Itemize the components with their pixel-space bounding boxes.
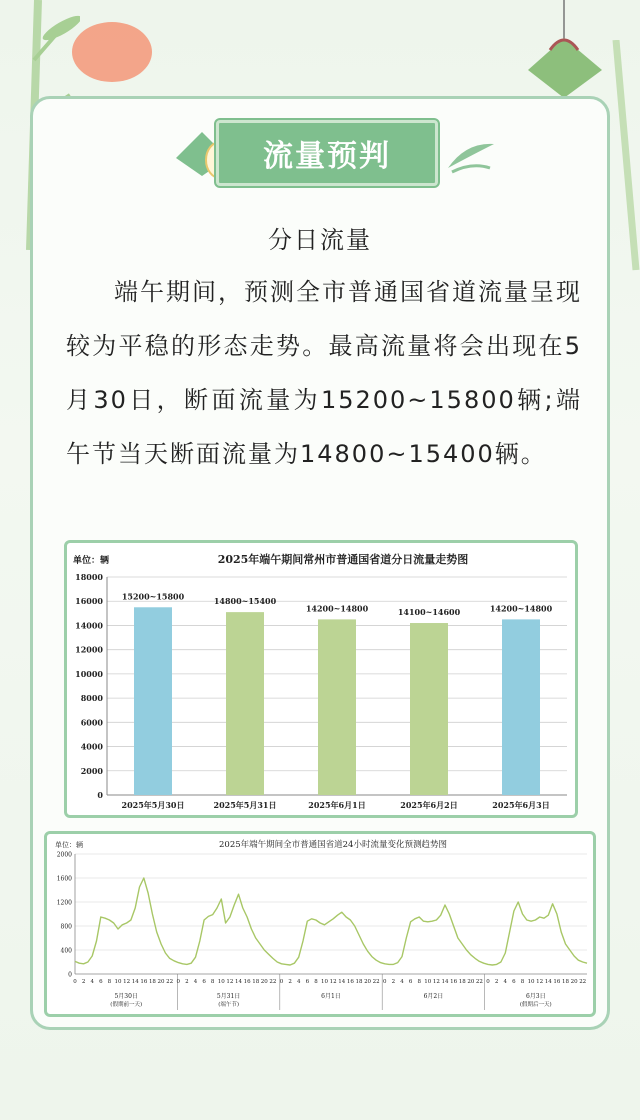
- line-ytick-label-2: 800: [60, 923, 72, 931]
- forecast-paragraph: 端午期间，预测全市普通国省道流量呈现较为平稳的形态走势。最高流量将会出现在5月30日，断面流量为15200~15800辆;端午节当天断面流量为14800~15400辆。: [66, 278, 582, 468]
- hour-tick-label: 0: [383, 979, 387, 985]
- hour-tick-label: 14: [131, 979, 139, 985]
- hourly-flow-line-chart: [44, 831, 596, 1017]
- hour-tick-label: 2: [81, 979, 86, 985]
- hour-tick-label: 22: [269, 979, 277, 985]
- section-title-banner: [216, 120, 438, 186]
- bar-ytick-label-2: 4000: [80, 741, 103, 752]
- hour-tick-label: 6: [408, 979, 413, 985]
- bar-data-label-3: 14100~14600: [397, 607, 461, 618]
- hour-tick-label: 10: [527, 979, 535, 985]
- bar-data-label-1: 14800~15400: [213, 596, 277, 607]
- hour-tick-label: 10: [114, 979, 122, 985]
- hour-tick-label: 12: [226, 979, 234, 985]
- line-chart-title: 2025年端午期间全市普通国省道24小时流量变化预测趋势图: [219, 840, 447, 850]
- hour-tick-label: 18: [458, 979, 466, 985]
- hour-tick-label: 18: [148, 979, 156, 985]
- line-chart-svg: [47, 834, 593, 1014]
- hour-tick-label: 22: [372, 979, 380, 985]
- bar-ytick-label-7: 14000: [75, 620, 103, 631]
- day-label-3: 6月2日: [423, 993, 444, 1000]
- line-ytick-label-0: 0: [68, 971, 72, 979]
- line-chart-unit: 单位：辆: [55, 841, 83, 849]
- hour-tick-label: 10: [424, 979, 432, 985]
- hour-tick-label: 8: [314, 979, 318, 985]
- bar-data-label-0: 15200~15800: [121, 591, 185, 602]
- hour-tick-label: 16: [243, 979, 251, 985]
- hour-tick-label: 10: [321, 979, 329, 985]
- hour-tick-label: 10: [217, 979, 225, 985]
- hour-tick-label: 22: [579, 979, 587, 985]
- bar-ytick-label-3: 6000: [80, 717, 103, 728]
- hour-tick-label: 12: [329, 979, 337, 985]
- bar-category-label-4: 2025年6月3日: [492, 800, 550, 810]
- hour-tick-label: 0: [176, 979, 181, 985]
- hour-tick-label: 4: [90, 979, 94, 985]
- bar-ytick-label-5: 10000: [75, 668, 103, 679]
- hour-tick-label: 12: [536, 979, 544, 985]
- bar-4: [502, 619, 540, 795]
- bar-0: [134, 607, 172, 795]
- line-ytick-label-5: 2000: [56, 851, 72, 859]
- hour-tick-label: 6: [99, 979, 103, 985]
- day-label-2: 6月1日: [321, 993, 341, 1000]
- hour-tick-label: 6: [512, 979, 516, 985]
- bar-ytick-label-1: 2000: [80, 765, 103, 776]
- hour-tick-label: 22: [166, 979, 174, 985]
- line-ytick-label-4: 1600: [56, 875, 72, 883]
- day-note-1: (端午节): [218, 1002, 239, 1008]
- bar-data-label-2: 14200~14800: [305, 603, 369, 614]
- day-label-1: 5月31日: [216, 993, 241, 1000]
- hour-tick-label: 18: [561, 979, 569, 985]
- hour-tick-label: 4: [193, 979, 198, 985]
- hour-tick-label: 22: [475, 979, 483, 985]
- bar-category-label-2: 2025年6月1日: [308, 800, 366, 810]
- bar-ytick-label-8: 16000: [75, 596, 103, 607]
- hour-tick-label: 14: [234, 979, 242, 985]
- bar-chart-title: 2025年端午期间常州市普通国省道分日流量走势图: [217, 553, 469, 566]
- hour-tick-label: 16: [346, 979, 354, 985]
- hour-tick-label: 20: [260, 979, 268, 985]
- bar-1: [226, 612, 264, 795]
- bar-chart-unit: 单位：辆: [73, 556, 110, 566]
- hour-tick-label: 14: [338, 979, 346, 985]
- day-note-0: (假期前一天): [110, 1002, 143, 1008]
- sun-decoration: [72, 22, 152, 82]
- hour-tick-label: 20: [364, 979, 372, 985]
- bar-data-label-4: 14200~14800: [489, 603, 553, 614]
- hour-tick-label: 4: [296, 979, 301, 985]
- hour-tick-label: 20: [570, 979, 578, 985]
- bar-ytick-label-9: 18000: [75, 572, 103, 582]
- bar-ytick-label-6: 12000: [75, 644, 103, 655]
- hour-tick-label: 8: [520, 979, 525, 985]
- day-label-4: 6月3日: [525, 993, 546, 1000]
- hour-tick-label: 0: [279, 979, 284, 985]
- hour-tick-label: 8: [210, 979, 215, 985]
- section-title: 流量预判: [263, 139, 391, 174]
- line-ytick-label-3: 1200: [56, 899, 72, 907]
- hour-tick-label: 12: [123, 979, 131, 985]
- hour-tick-label: 20: [157, 979, 165, 985]
- hour-tick-label: 20: [467, 979, 475, 985]
- hour-tick-label: 8: [107, 979, 112, 985]
- hour-tick-label: 6: [305, 979, 310, 985]
- hour-tick-label: 16: [553, 979, 561, 985]
- hour-tick-label: 4: [503, 979, 508, 985]
- section-subtitle: 分日流量: [268, 226, 372, 254]
- hour-tick-label: 2: [494, 979, 499, 985]
- hour-tick-label: 14: [544, 979, 552, 985]
- bar-ytick-label-4: 8000: [80, 693, 103, 704]
- bar-category-label-1: 2025年5月31日: [213, 800, 277, 810]
- hour-tick-label: 14: [441, 979, 449, 985]
- hour-tick-label: 18: [252, 979, 260, 985]
- hour-tick-label: 4: [400, 979, 404, 985]
- hour-tick-label: 0: [73, 979, 77, 985]
- hour-tick-label: 2: [391, 979, 396, 985]
- hour-tick-label: 0: [486, 979, 490, 985]
- bar-ytick-label-0: 0: [97, 790, 103, 800]
- hour-tick-label: 2: [288, 979, 292, 985]
- hour-tick-label: 6: [202, 979, 206, 985]
- bar-chart-svg: [67, 543, 575, 815]
- daily-flow-bar-chart: [64, 540, 578, 818]
- day-note-4: (假期后一天): [519, 1002, 552, 1008]
- hour-tick-label: 18: [355, 979, 363, 985]
- hour-tick-label: 12: [432, 979, 440, 985]
- hourly-flow-line: [75, 878, 587, 965]
- hour-tick-label: 16: [450, 979, 458, 985]
- bar-category-label-0: 2025年5月30日: [121, 800, 185, 810]
- bamboo-leaf-icon: [446, 138, 496, 178]
- bar-2: [318, 619, 356, 795]
- hour-tick-label: 2: [185, 979, 189, 985]
- bar-3: [410, 623, 448, 795]
- line-ytick-label-1: 400: [60, 947, 72, 955]
- day-label-0: 5月30日: [114, 993, 138, 1000]
- hour-tick-label: 8: [417, 979, 421, 985]
- bar-category-label-3: 2025年6月2日: [400, 800, 458, 810]
- hour-tick-label: 16: [140, 979, 148, 985]
